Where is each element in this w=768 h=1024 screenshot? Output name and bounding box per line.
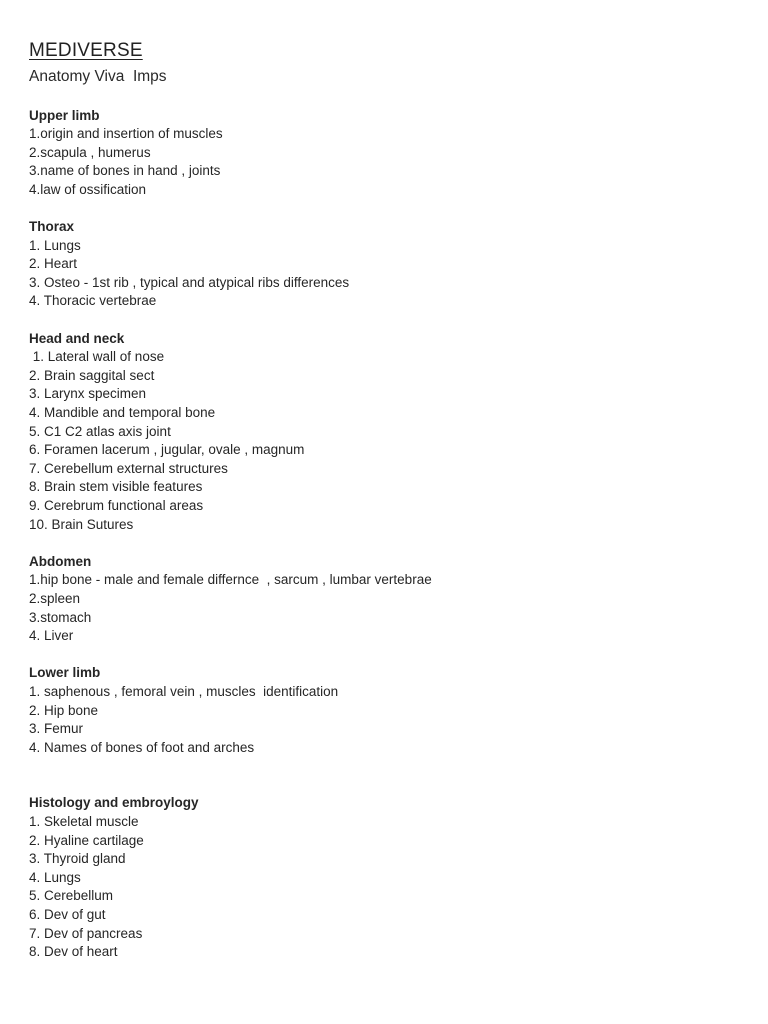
list-item: 4. Liver [29, 628, 74, 644]
list-item: 1. Skeletal muscle [29, 814, 139, 830]
list-item: 6. Foramen lacerum , jugular, ovale , magnum [29, 442, 305, 458]
list-item: 3.stomach [29, 609, 92, 625]
section-heading: Head and neck [29, 330, 125, 346]
list-item: 1. saphenous , femoral vein , muscles identification [29, 683, 339, 699]
list-item: 6. Dev of gut [29, 907, 106, 923]
list-item: 2.scapula , humerus [29, 144, 151, 160]
list-item: 2. Hyaline cartilage [29, 832, 144, 848]
section-heading: Upper limb [29, 107, 100, 123]
list-item: 5. Cerebellum [29, 888, 114, 904]
section-spacer [29, 646, 749, 665]
document-page [29, 38, 749, 962]
list-item: 1.hip bone - male and female differnce , sarcum , lumbar vertebrae [29, 572, 432, 588]
sections-container [29, 107, 749, 962]
list-item: 4. Lungs [29, 869, 81, 885]
list-item: 7. Dev of pancreas [29, 925, 143, 941]
list-item: 1.origin and insertion of muscles [29, 126, 223, 142]
list-item: 3. Thyroid gland [29, 851, 126, 867]
section-head-and-neck [29, 330, 749, 535]
list-item: 1. Lateral wall of nose [29, 349, 165, 365]
list-item: 8. Dev of heart [29, 944, 118, 960]
list-item: 5. C1 C2 atlas axis joint [29, 423, 171, 439]
document-subtitle: Anatomy Viva Imps [29, 68, 167, 85]
list-item: 7. Cerebellum external structures [29, 460, 228, 476]
section-heading: Abdomen [29, 553, 92, 569]
list-item: 9. Cerebrum functional areas [29, 497, 204, 513]
section-heading: Histology and embroylogy [29, 795, 199, 811]
section-spacer [29, 199, 749, 218]
section-spacer [29, 534, 749, 553]
list-item: 4. Thoracic vertebrae [29, 293, 157, 309]
list-item: 1. Lungs [29, 237, 81, 253]
list-item: 4.law of ossification [29, 181, 147, 197]
list-item: 10. Brain Sutures [29, 516, 134, 532]
list-item: 2. Brain saggital sect [29, 367, 155, 383]
section-thorax [29, 218, 749, 311]
brand-title: MEDIVERSE [29, 40, 143, 61]
list-item: 4. Names of bones of foot and arches [29, 739, 255, 755]
list-item: 2. Heart [29, 256, 78, 272]
list-item: 3. Osteo - 1st rib , typical and atypical ribs differences [29, 274, 350, 290]
section-lower-limb [29, 664, 749, 757]
section-upper-limb [29, 107, 749, 200]
list-item: 8. Brain stem visible features [29, 479, 203, 495]
section-spacer [29, 311, 749, 330]
list-item: 4. Mandible and temporal bone [29, 405, 216, 420]
list-item: 3.name of bones in hand , joints [29, 163, 221, 179]
list-item: 3. Femur [29, 721, 84, 737]
section-histology-and-embryology [29, 794, 749, 961]
section-spacer [29, 757, 749, 794]
section-heading: Lower limb [29, 665, 101, 681]
list-item: 2. Hip bone [29, 702, 99, 718]
section-abdomen [29, 553, 749, 646]
list-item: 3. Larynx specimen [29, 386, 147, 402]
list-item: 2.spleen [29, 590, 81, 606]
section-heading: Thorax [29, 219, 75, 235]
